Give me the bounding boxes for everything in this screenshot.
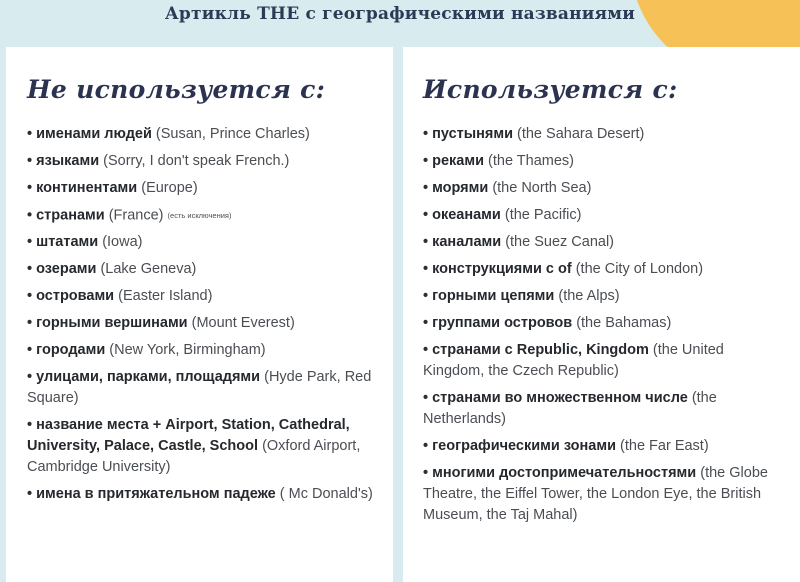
rule-item [423,151,780,172]
rule-term: языками [36,153,100,169]
rule-item [423,463,780,526]
rule-item [423,388,780,430]
rule-term: морями [432,180,489,196]
bullet-icon: • [27,417,33,434]
rule-term: географическими зонами [432,438,616,454]
rule-note: (есть исключения) [167,211,232,220]
bullet-icon: • [423,288,429,304]
rule-example: ( Mc Donald's) [279,486,373,503]
bullet-icon: • [423,315,429,331]
bullet-icon: • [423,342,429,358]
bullet-icon: • [27,288,33,305]
bullet-icon: • [27,261,33,278]
rule-item [423,232,780,253]
rule-term: континентами [36,180,138,196]
bullet-icon: • [27,207,33,224]
rule-example: (France) [108,207,164,224]
bullet-icon: • [423,390,429,406]
rule-item [27,124,373,145]
bullet-icon: • [27,315,33,332]
rule-item [423,124,780,145]
card-heading-not-used: Не используется с: [27,75,326,104]
rule-item [27,484,373,505]
bullet-icon: • [27,153,33,169]
rule-example: (the Far East) [620,438,709,454]
bullet-icon: • [423,438,429,454]
rule-example: (Oxford Airport, Cambridge University) [27,438,361,476]
bullet-icon: • [423,234,429,250]
rule-term: странами с Republic, Kingdom [432,342,649,358]
rules-list-used [423,124,780,526]
rule-item [423,436,780,457]
rule-item [423,340,780,382]
bullet-icon: • [423,126,429,142]
rule-item [423,259,780,280]
rule-term: конструкциями с of [432,261,572,277]
rule-term: странами во множественном числе [432,390,688,406]
rule-example: (Lake Geneva) [100,261,197,278]
rule-item [423,178,780,199]
rule-example: (Susan, Prince Charles) [155,126,310,142]
rule-term: имена в притяжательном падеже [36,486,276,503]
rule-term: название места + Airport, Station, Cathedral, University, Palace, Castle, School [27,417,350,455]
rules-list-not-used [27,124,373,505]
rule-item [27,232,373,253]
bullet-icon: • [423,207,429,223]
rule-item [423,205,780,226]
rule-example: (Mount Everest) [191,315,295,332]
rule-example: (the Netherlands) [423,390,717,427]
rule-item [27,415,373,478]
rule-term: городами [36,342,106,359]
bullet-icon: • [423,180,429,196]
bullet-icon: • [27,342,33,359]
card-not-used [6,47,393,582]
card-used [403,47,800,582]
rule-item [27,286,373,307]
bullet-icon: • [423,261,429,277]
bullet-icon: • [27,180,33,196]
rule-item [27,259,373,280]
rule-term: каналами [432,234,502,250]
rule-example: (Easter Island) [118,288,213,305]
rule-term: горными цепями [432,288,555,304]
rule-term: группами островов [432,315,573,331]
rule-item [27,205,373,226]
rule-item [27,178,373,199]
card-heading-used: Используется с: [423,75,678,104]
rule-example: (the Thames) [488,153,574,169]
rule-term: многими достопримечательностями [432,465,697,481]
rule-example: (the Bahamas) [576,315,672,331]
rule-item [27,367,373,409]
bullet-icon: • [423,465,429,481]
rule-item [423,286,780,307]
rule-example: (the City of London) [575,261,704,277]
rule-item [27,313,373,334]
bullet-icon: • [27,234,33,251]
rule-item [27,340,373,361]
rule-term: пустынями [432,126,513,142]
rule-term: странами [36,207,105,224]
rule-example: (the Globe Theatre, the Eiffel Tower, the London Eye, the British Museum, the Taj Mahal) [423,465,768,523]
rule-term: озерами [36,261,97,278]
rule-example: (the North Sea) [492,180,592,196]
bullet-icon: • [27,486,33,503]
bullet-icon: • [27,126,33,142]
bullet-icon: • [27,369,33,386]
rule-term: островами [36,288,115,305]
rule-item [423,313,780,334]
rule-example: (Iowa) [102,234,143,251]
bullet-icon: • [423,153,429,169]
rule-example: (New York, Birmingham) [109,342,266,359]
rule-example: (the Alps) [558,288,620,304]
rule-example: (the Sahara Desert) [517,126,645,142]
rule-term: улицами, парками, площадями [36,369,261,386]
rule-term: именами людей [36,126,152,142]
rule-term: штатами [36,234,99,251]
rule-term: океанами [432,207,501,223]
rule-example: (the Suez Canal) [505,234,615,250]
page-title: Артикль THE с географическими названиями [164,4,636,24]
rule-term: реками [432,153,484,169]
rule-example: (the Pacific) [504,207,582,223]
rule-example: (the United Kingdom, the Czech Republic) [423,342,724,379]
rule-example: (Europe) [141,180,198,196]
rule-example: (Hyde Park, Red Square) [27,369,372,407]
rule-example: (Sorry, I don't speak French.) [103,153,290,169]
rule-item [27,151,373,172]
rule-term: горными вершинами [36,315,188,332]
